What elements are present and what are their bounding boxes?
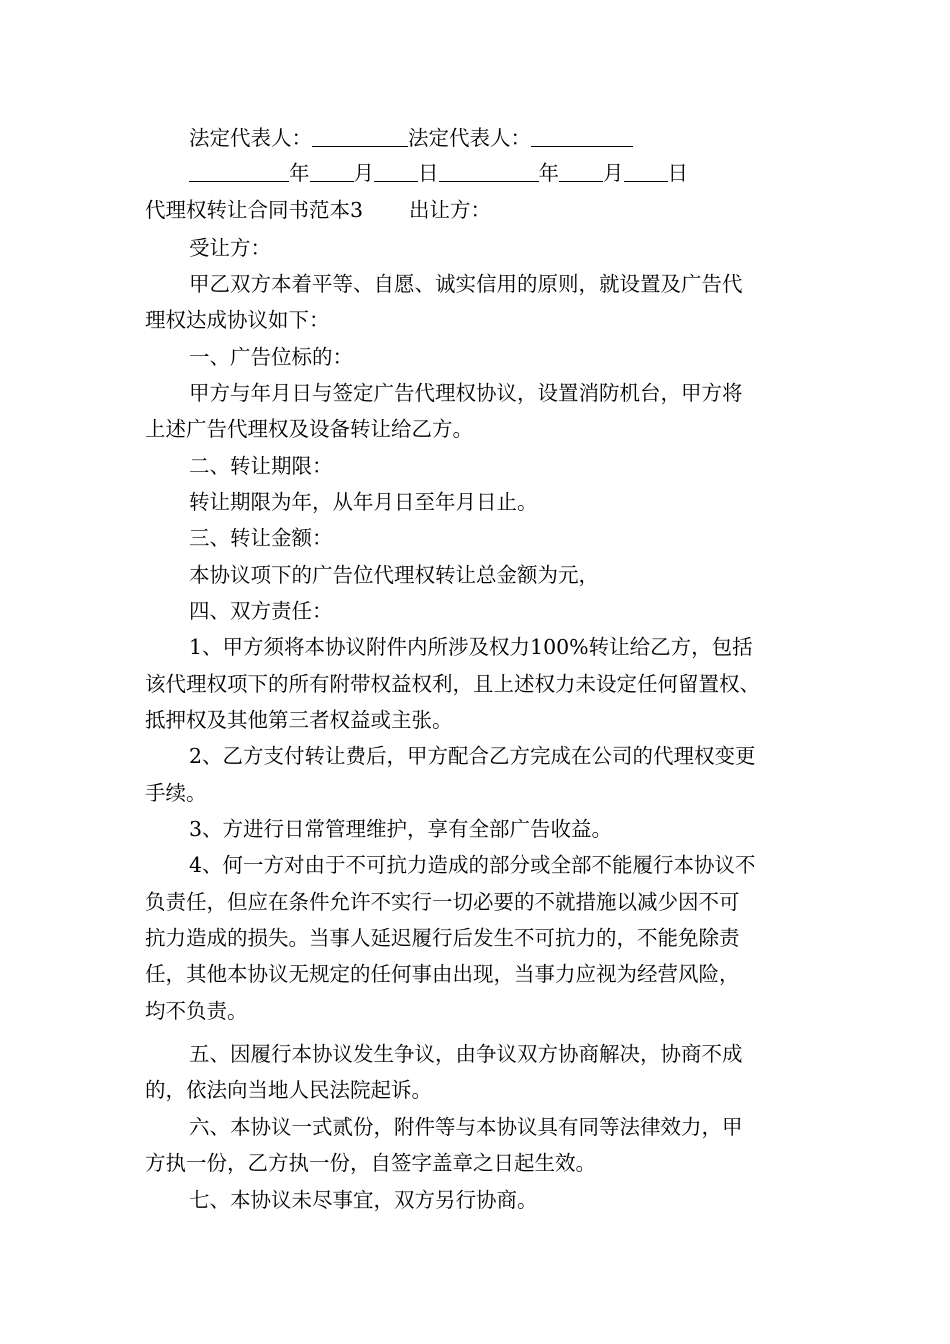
- body-line: 的，依法向当地人民法院起诉。: [145, 1078, 432, 1102]
- year-blank-b: [439, 159, 539, 182]
- body-line: 甲方与年月日与签定广告代理权协议，设置消防机台，甲方将: [189, 381, 743, 405]
- body-line: 方执一份，乙方执一份，自签字盖章之日起生效。: [145, 1151, 596, 1175]
- day-label-b: 日: [667, 161, 688, 185]
- section-heading: 二、转让期限：: [189, 454, 333, 478]
- year-label-b: 年: [538, 161, 559, 185]
- body-line: 甲乙双方本着平等、自愿、诚实信用的原则，就设置及广告代: [189, 272, 743, 296]
- body-line: 该代理权项下的所有附带权益权利，且上述权力未设定任何留置权、: [145, 672, 760, 696]
- transferor-label: 出让方：: [409, 198, 492, 222]
- body-line: 负责任，但应在条件允许不实行一切必要的不就措施以减少因不可: [145, 890, 740, 914]
- month-label-b: 月: [603, 161, 624, 185]
- document-title: 代理权转让合同书范本3: [145, 198, 364, 222]
- body-line: 受让方：: [189, 236, 271, 260]
- year-blank-a: [189, 159, 289, 182]
- month-blank-b: [559, 159, 603, 182]
- legal-representative-line: [189, 120, 869, 156]
- body-line: 任，其他本协议无规定的任何事由出现，当事力应视为经营风险，: [145, 962, 740, 986]
- body-line: 本协议项下的广告位代理权转让总金额为元，: [189, 563, 599, 587]
- body-line: 4、何一方对由于不可抗力造成的部分或全部不能履行本协议不: [189, 853, 756, 877]
- body-line: 抗力造成的损失。当事人延迟履行后发生不可抗力的，不能免除责: [145, 926, 740, 950]
- legal-rep-blank-a: [312, 124, 408, 147]
- body-line: 抵押权及其他第三者权益或主张。: [145, 708, 453, 732]
- legal-rep-label-a: 法定代表人：: [189, 126, 312, 150]
- body-line: 手续。: [145, 781, 207, 805]
- month-label-a: 月: [353, 161, 374, 185]
- body-line: 七、本协议未尽事宜，双方另行协商。: [189, 1188, 538, 1212]
- body-line: 五、因履行本协议发生争议，由争议双方协商解决，协商不成: [189, 1042, 743, 1066]
- body-line: 上述广告代理权及设备转让给乙方。: [145, 417, 473, 441]
- section-heading: 三、转让金额：: [189, 526, 333, 550]
- date-line: [189, 155, 869, 191]
- body-line: 3、方进行日常管理维护，享有全部广告收益。: [189, 817, 613, 841]
- day-blank-a: [374, 159, 418, 182]
- section-heading: 四、双方责任：: [189, 599, 333, 623]
- day-blank-b: [624, 159, 668, 182]
- body-line: 2、乙方支付转让费后，甲方配合乙方完成在公司的代理权变更: [189, 744, 756, 768]
- body-line: 转让期限为年，从年月日至年月日止。: [189, 490, 538, 514]
- year-label-a: 年: [289, 161, 310, 185]
- heading-line: [145, 192, 825, 228]
- body-line: 理权达成协议如下：: [145, 308, 330, 332]
- body-line: 1、甲方须将本协议附件内所涉及权力100%转让给乙方，包括: [189, 635, 753, 659]
- section-heading: 一、广告位标的：: [189, 345, 353, 369]
- body-line: 均不负责。: [145, 999, 248, 1023]
- month-blank-a: [310, 159, 354, 182]
- legal-rep-blank-b: [531, 124, 633, 147]
- legal-rep-label-b: 法定代表人：: [408, 126, 531, 150]
- body-line: 六、本协议一式贰份，附件等与本协议具有同等法律效力，甲: [189, 1115, 743, 1139]
- day-label-a: 日: [418, 161, 439, 185]
